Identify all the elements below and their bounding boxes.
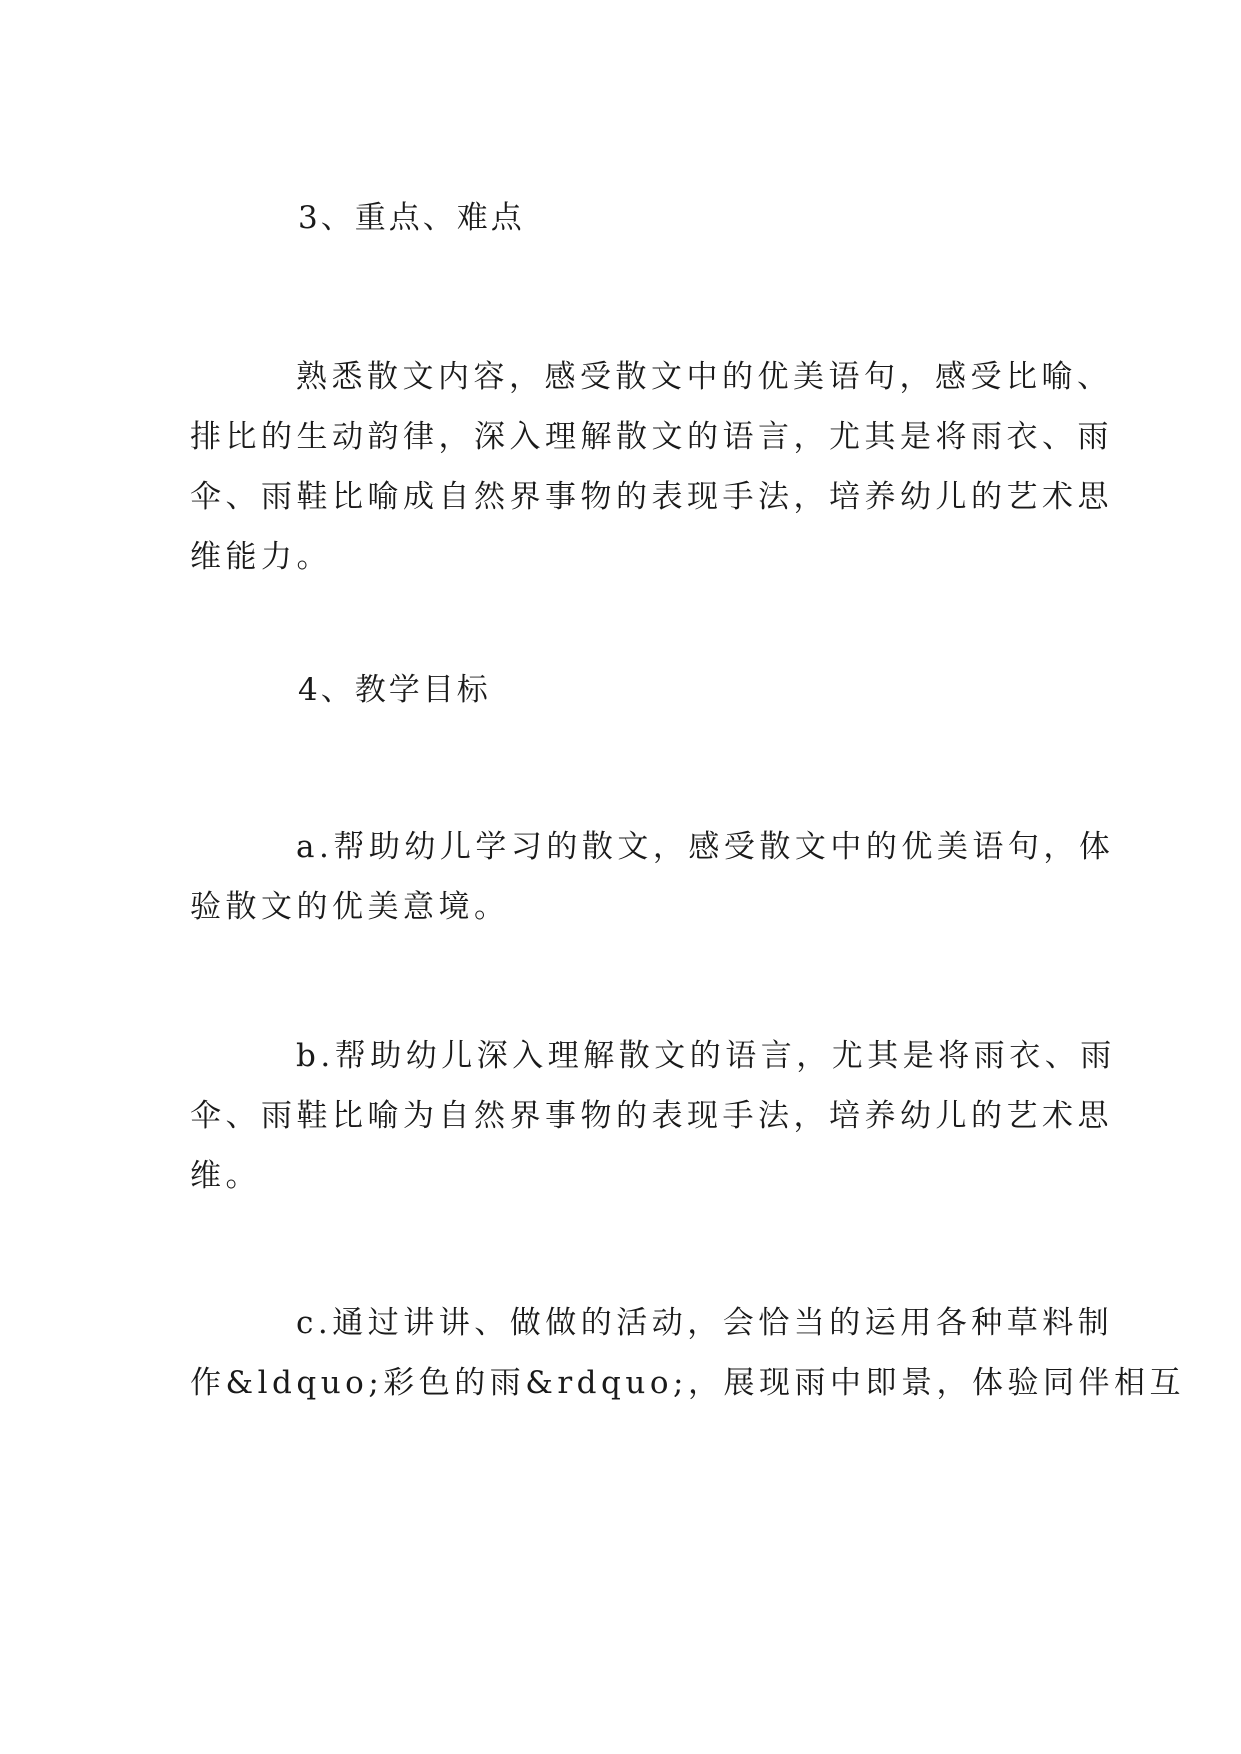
paragraph-key-points [190,347,1113,587]
section-heading-teaching-goals: 4、教学目标 [298,672,491,708]
paragraph-line: c.通过讲讲、做做的活动，会恰当的运用各种草料制 [296,1305,1114,1341]
goal-item-c [190,1293,1185,1413]
paragraph-line: 作&ldquo;彩色的雨&rdquo;，展现雨中即景，体验同伴相互 [190,1365,1185,1401]
paragraph-line: 排比的生动韵律，深入理解散文的语言，尤其是将雨衣、雨 [190,419,1113,455]
goal-item-b [190,1026,1116,1206]
paragraph-line: 验散文的优美意境。 [190,889,510,925]
paragraph-line: 维能力。 [190,539,332,575]
goal-item-a [190,817,1115,937]
paragraph-line: 熟悉散文内容，感受散文中的优美语句，感受比喻、 [296,359,1113,395]
paragraph-line: b.帮助幼儿深入理解散文的语言，尤其是将雨衣、雨 [296,1038,1116,1074]
paragraph-line: 维。 [190,1158,261,1194]
section-heading-key-points: 3、重点、难点 [298,200,525,236]
paragraph-line: 伞、雨鞋比喻为自然界事物的表现手法，培养幼儿的艺术思 [190,1098,1113,1134]
paragraph-line: 伞、雨鞋比喻成自然界事物的表现手法，培养幼儿的艺术思 [190,479,1113,515]
paragraph-line: a.帮助幼儿学习的散文，感受散文中的优美语句，体 [296,829,1115,865]
